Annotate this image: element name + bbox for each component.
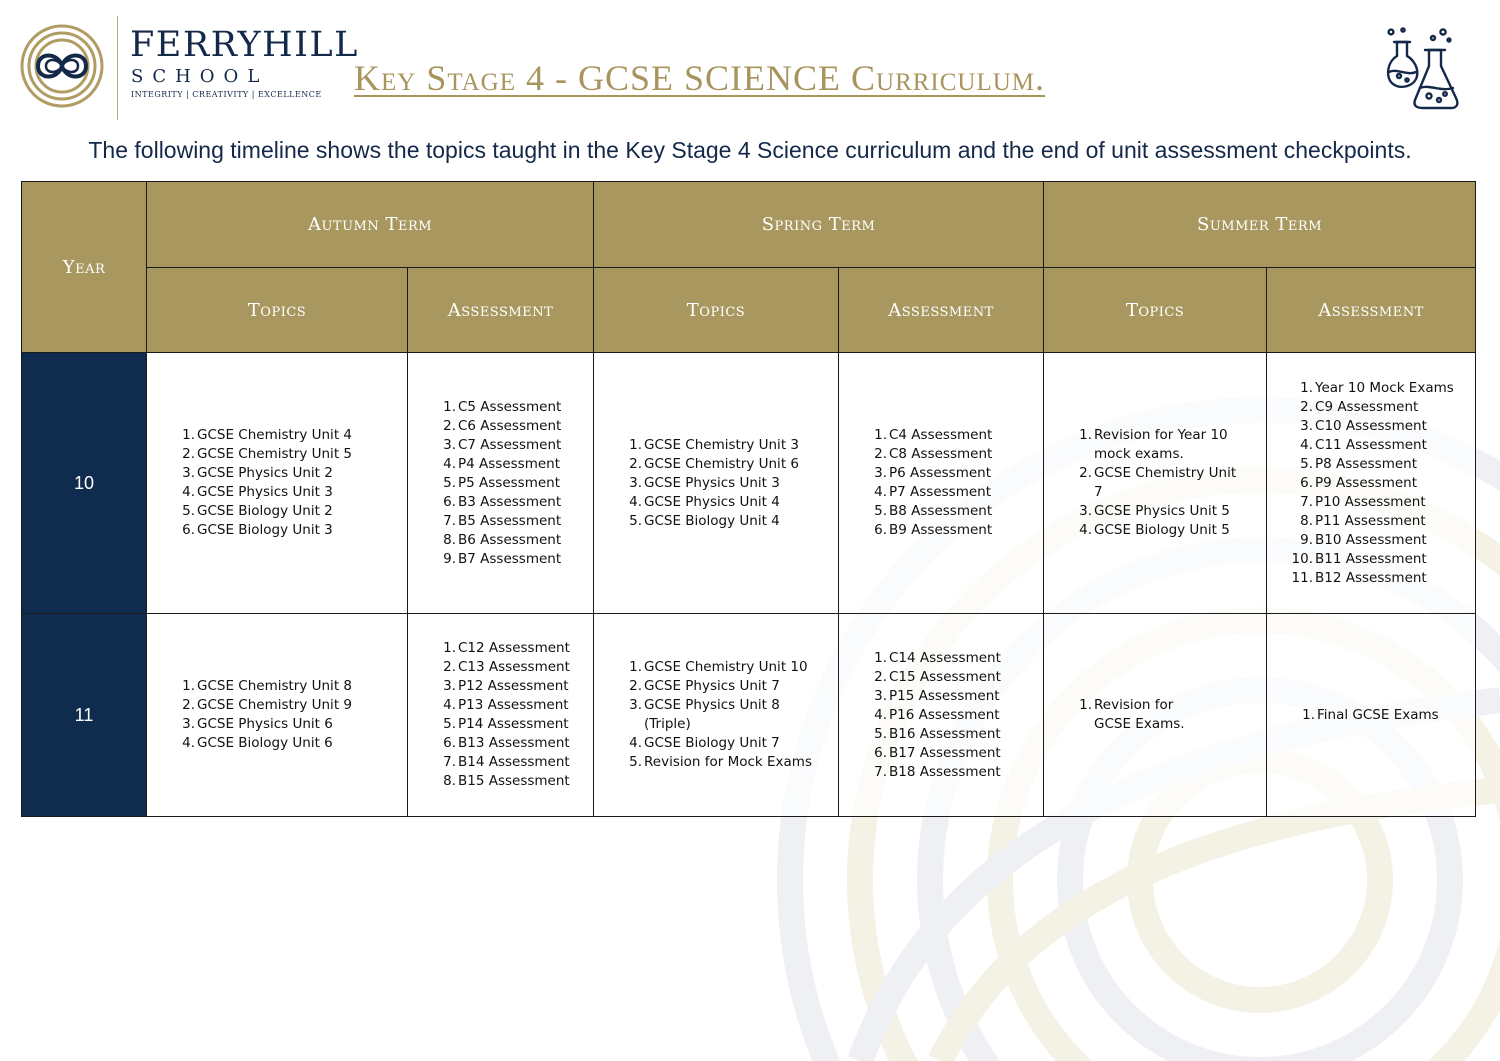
list-item xyxy=(181,426,371,445)
list-item-text: C7 Assessment xyxy=(458,436,562,453)
list-item-number: 6. xyxy=(443,493,456,510)
list-item-number: 3. xyxy=(182,716,195,732)
list-item-number: 4. xyxy=(874,706,887,723)
list-item-text: B17 Assessment xyxy=(889,744,1001,761)
list-item-number: 2. xyxy=(443,417,456,434)
list-item-number: 1. xyxy=(182,427,195,443)
list-item xyxy=(873,483,1023,502)
year-header: Year xyxy=(22,182,147,353)
list-item-number: 4. xyxy=(443,697,456,713)
list-item xyxy=(873,445,1023,464)
list-item-number: 3. xyxy=(1300,417,1314,434)
list-item-text: GCSE Physics Unit 3 xyxy=(197,484,333,500)
list-item-text: B3 Assessment xyxy=(458,493,562,510)
list-item-number: 3. xyxy=(182,465,195,481)
list-item xyxy=(1291,379,1461,398)
list-item-number: 2. xyxy=(874,446,887,462)
list-item xyxy=(181,483,371,502)
list-item-number: 4. xyxy=(874,484,887,500)
list-item xyxy=(628,436,818,455)
list-item-text: P9 Assessment xyxy=(1315,474,1418,491)
list-item-text: C4 Assessment xyxy=(889,427,993,443)
list-item xyxy=(873,763,1023,782)
list-item xyxy=(628,493,818,512)
summer-topics-cell xyxy=(1044,614,1267,817)
list-item xyxy=(1078,696,1213,734)
list-item-text: Revision for Mock Exams xyxy=(644,754,812,770)
list-item-number: 3. xyxy=(874,465,887,481)
list-item xyxy=(628,753,818,772)
list-item-number: 2. xyxy=(629,455,642,472)
list-item-number: 4. xyxy=(443,455,456,472)
list-item-number: 5. xyxy=(629,754,642,770)
list-item xyxy=(1291,436,1461,455)
list-item-number: 4. xyxy=(182,484,195,500)
list-item-number: 3. xyxy=(629,697,642,713)
list-item xyxy=(628,696,818,734)
list-item-text: GCSE Biology Unit 4 xyxy=(644,512,780,529)
list-item xyxy=(181,502,371,521)
list-item xyxy=(873,464,1023,483)
list-item-text: B12 Assessment xyxy=(1315,569,1427,586)
autumn-topics-header: Topics xyxy=(147,268,408,353)
list-item-text: Final GCSE Exams xyxy=(1317,706,1439,723)
list-item-number: 3. xyxy=(1079,503,1093,519)
science-flask-icon xyxy=(1383,26,1459,110)
list-item xyxy=(181,696,371,715)
list-item xyxy=(442,658,582,677)
list-item xyxy=(873,687,1023,706)
list-item xyxy=(1291,398,1461,417)
autumn-assessment-cell xyxy=(408,353,594,614)
list-item xyxy=(442,398,582,417)
list-item-text: B16 Assessment xyxy=(889,725,1001,742)
list-item-text: B5 Assessment xyxy=(458,512,562,529)
list-item-text: GCSE Physics Unit 5 xyxy=(1094,503,1230,519)
list-item-number: 2. xyxy=(629,678,642,694)
list-item xyxy=(1291,512,1461,531)
list-item-text: B18 Assessment xyxy=(889,763,1001,780)
list-item xyxy=(442,715,582,734)
list-item-number: 4. xyxy=(629,493,642,510)
list-item xyxy=(1291,531,1461,550)
list-item xyxy=(442,772,582,791)
list-item xyxy=(442,753,582,772)
list-item-text: C8 Assessment xyxy=(889,446,993,462)
page-header xyxy=(0,0,1500,130)
list-item-text: C12 Assessment xyxy=(458,640,570,656)
list-item-number: 3. xyxy=(443,436,456,453)
list-item-text: GCSE Physics Unit 4 xyxy=(644,493,780,510)
list-item-text: P4 Assessment xyxy=(458,455,561,472)
list-item-number: 5. xyxy=(1300,455,1314,472)
list-item xyxy=(442,474,582,493)
list-item-number: 1. xyxy=(629,659,642,675)
list-item xyxy=(1291,569,1461,588)
list-item-text: GCSE Chemistry Unit 7 xyxy=(1094,465,1237,500)
list-item-number: 1. xyxy=(443,640,456,656)
list-item xyxy=(442,550,582,569)
summer-assessment-cell xyxy=(1267,614,1476,817)
list-item-number: 8. xyxy=(443,773,456,789)
spring-assessment-cell xyxy=(839,353,1044,614)
list-item xyxy=(1291,455,1461,474)
term-header-row xyxy=(22,182,1476,268)
list-item xyxy=(1301,706,1471,725)
list-item xyxy=(873,668,1023,687)
list-item-number: 9. xyxy=(1300,531,1314,548)
list-item-number: 1. xyxy=(1302,706,1316,723)
list-item-text: GCSE Chemistry Unit 6 xyxy=(644,455,799,472)
list-item-text: C5 Assessment xyxy=(458,398,562,415)
list-item-number: 5. xyxy=(443,716,456,732)
spring-term-header: Spring Term xyxy=(594,182,1044,268)
school-name: FERRYHILL xyxy=(130,25,359,65)
list-item-number: 4. xyxy=(1300,436,1314,453)
list-item-number: 3. xyxy=(629,474,642,491)
list-item xyxy=(1291,474,1461,493)
list-item-number: 7. xyxy=(443,512,456,529)
list-item-number: 7. xyxy=(1300,493,1314,510)
list-item xyxy=(442,455,582,474)
year-cell: 11 xyxy=(22,614,147,817)
list-item-text: GCSE Physics Unit 6 xyxy=(197,716,333,732)
spring-topics-cell xyxy=(594,614,839,817)
list-item-number: 6. xyxy=(1300,474,1314,491)
list-item-number: 2. xyxy=(182,446,195,462)
list-item-number: 5. xyxy=(874,503,887,519)
list-item-text: GCSE Biology Unit 3 xyxy=(197,522,333,538)
spring-assessment-header: Assessment xyxy=(839,268,1044,353)
school-motto: INTEGRITY | CREATIVITY | EXCELLENCE xyxy=(131,90,322,99)
summer-topics-header: Topics xyxy=(1044,268,1267,353)
list-item-text: B11 Assessment xyxy=(1315,550,1427,567)
list-item-number: 1. xyxy=(443,398,456,415)
list-item-number: 5. xyxy=(629,512,642,529)
list-item-text: GCSE Physics Unit 7 xyxy=(644,678,780,694)
list-item-number: 9. xyxy=(443,550,456,567)
list-item-text: GCSE Physics Unit 8 (Triple) xyxy=(644,697,780,732)
list-item-number: 4. xyxy=(182,735,195,751)
list-item xyxy=(181,734,371,753)
autumn-assessment-header: Assessment xyxy=(408,268,594,353)
list-item-number: 7. xyxy=(443,754,456,770)
list-item-text: Year 10 Mock Exams xyxy=(1315,379,1454,396)
list-item-text: P15 Assessment xyxy=(889,687,1000,704)
list-item xyxy=(1291,493,1461,512)
list-item-number: 8. xyxy=(443,531,456,548)
year-cell: 10 xyxy=(22,353,147,614)
list-item-number: 6. xyxy=(182,522,195,538)
list-item-number: 3. xyxy=(443,678,456,694)
list-item-number: 2. xyxy=(443,659,456,675)
list-item-text: C6 Assessment xyxy=(458,417,562,434)
list-item-number: 4. xyxy=(629,735,642,751)
list-item-text: B14 Assessment xyxy=(458,754,570,770)
list-item-number: 4. xyxy=(1079,522,1093,538)
list-item xyxy=(1078,426,1243,464)
autumn-term-header: Autumn Term xyxy=(147,182,594,268)
list-item xyxy=(628,455,818,474)
list-item xyxy=(442,531,582,550)
list-item xyxy=(873,521,1023,540)
list-item-text: B6 Assessment xyxy=(458,531,562,548)
list-item xyxy=(442,417,582,436)
list-item-number: 6. xyxy=(874,522,887,538)
list-item-number: 1. xyxy=(1079,427,1093,443)
list-item xyxy=(181,521,371,540)
list-item-text: P7 Assessment xyxy=(889,484,992,500)
list-item xyxy=(442,677,582,696)
list-item-text: P10 Assessment xyxy=(1315,493,1426,510)
list-item-text: Revision for Year 10 mock exams. xyxy=(1094,427,1228,462)
school-logo-icon xyxy=(20,24,104,108)
list-item-text: C15 Assessment xyxy=(889,668,1001,685)
list-item xyxy=(628,512,818,531)
list-item xyxy=(873,744,1023,763)
list-item xyxy=(1078,502,1243,521)
list-item-number: 2. xyxy=(1079,465,1093,481)
list-item-text: P11 Assessment xyxy=(1315,512,1426,529)
list-item-text: P8 Assessment xyxy=(1315,455,1418,472)
list-item xyxy=(1291,550,1461,569)
list-item-number: 1. xyxy=(874,649,887,666)
list-item-text: GCSE Chemistry Unit 5 xyxy=(197,446,352,462)
curriculum-table xyxy=(21,181,1476,817)
list-item-text: B8 Assessment xyxy=(889,503,993,519)
list-item-number: 7. xyxy=(874,763,887,780)
list-item-number: 2. xyxy=(182,697,195,713)
summer-assessment-header: Assessment xyxy=(1267,268,1476,353)
list-item xyxy=(181,715,371,734)
list-item xyxy=(628,734,818,753)
list-item xyxy=(442,512,582,531)
list-item xyxy=(1291,417,1461,436)
list-item-text: GCSE Biology Unit 6 xyxy=(197,735,333,751)
list-item-text: GCSE Chemistry Unit 9 xyxy=(197,697,352,713)
spring-topics-cell xyxy=(594,353,839,614)
list-item xyxy=(442,696,582,715)
list-item-text: C11 Assessment xyxy=(1315,436,1427,453)
list-item-number: 6. xyxy=(874,744,887,761)
list-item-number: 5. xyxy=(182,503,195,519)
list-item-number: 2. xyxy=(874,668,887,685)
list-item-number: 3. xyxy=(874,687,887,704)
list-item-text: C13 Assessment xyxy=(458,659,570,675)
autumn-assessment-cell xyxy=(408,614,594,817)
list-item-number: 6. xyxy=(443,735,456,751)
intro-text: The following timeline shows the topics taught in the Key Stage 4 Science curriculum and the end of unit assessment checkpoints. xyxy=(88,137,1412,163)
list-item xyxy=(873,725,1023,744)
list-item-text: B13 Assessment xyxy=(458,735,570,751)
spring-assessment-cell xyxy=(839,614,1044,817)
list-item-text: GCSE Chemistry Unit 3 xyxy=(644,436,799,453)
list-item-text: P14 Assessment xyxy=(458,716,569,732)
list-item-number: 2. xyxy=(1300,398,1314,415)
list-item-number: 1. xyxy=(874,427,887,443)
list-item xyxy=(1078,464,1243,502)
autumn-topics-cell xyxy=(147,614,408,817)
list-item-text: GCSE Biology Unit 7 xyxy=(644,735,780,751)
list-item-text: GCSE Chemistry Unit 10 xyxy=(644,659,808,675)
list-item-number: 1. xyxy=(1300,379,1314,396)
list-item xyxy=(181,445,371,464)
list-item-text: Revision for GCSE Exams. xyxy=(1094,697,1185,732)
list-item-number: 8. xyxy=(1300,512,1314,529)
list-item xyxy=(873,649,1023,668)
list-item-number: 1. xyxy=(182,678,195,694)
list-item-number: 5. xyxy=(443,474,456,491)
spring-topics-header: Topics xyxy=(594,268,839,353)
subheader-row xyxy=(22,268,1476,353)
summer-term-header: Summer Term xyxy=(1044,182,1476,268)
list-item xyxy=(181,464,371,483)
list-item xyxy=(181,677,371,696)
list-item-text: P16 Assessment xyxy=(889,706,1000,723)
list-item-text: C9 Assessment xyxy=(1315,398,1419,415)
table-row-year-10 xyxy=(22,353,1476,614)
list-item xyxy=(442,734,582,753)
list-item-number: 1. xyxy=(629,436,642,453)
list-item xyxy=(873,426,1023,445)
list-item xyxy=(442,639,582,658)
list-item-text: B9 Assessment xyxy=(889,522,993,538)
table-row-year-11 xyxy=(22,614,1476,817)
list-item xyxy=(1078,521,1243,540)
summer-assessment-cell xyxy=(1267,353,1476,614)
list-item xyxy=(628,658,818,677)
list-item-text: GCSE Chemistry Unit 4 xyxy=(197,427,352,443)
list-item xyxy=(442,493,582,512)
list-item-number: 1. xyxy=(1079,697,1093,713)
list-item-number: 11. xyxy=(1291,569,1314,586)
page-title: Key Stage 4 - GCSE SCIENCE Curriculum. xyxy=(354,58,1046,98)
list-item-text: GCSE Biology Unit 5 xyxy=(1094,522,1230,538)
list-item xyxy=(628,677,818,696)
list-item-text: B7 Assessment xyxy=(458,550,562,567)
list-item-text: C10 Assessment xyxy=(1315,417,1427,434)
logo-divider xyxy=(117,16,118,120)
school-subtitle: SCHOOL xyxy=(131,66,269,87)
list-item-text: C14 Assessment xyxy=(889,649,1001,666)
list-item-text: GCSE Chemistry Unit 8 xyxy=(197,678,352,694)
list-item-text: GCSE Physics Unit 2 xyxy=(197,465,333,481)
list-item-text: P6 Assessment xyxy=(889,465,992,481)
list-item-number: 10. xyxy=(1291,550,1314,567)
autumn-topics-cell xyxy=(147,353,408,614)
summer-topics-cell xyxy=(1044,353,1267,614)
list-item-number: 5. xyxy=(874,725,887,742)
list-item xyxy=(873,706,1023,725)
list-item-text: P5 Assessment xyxy=(458,474,561,491)
list-item xyxy=(442,436,582,455)
list-item-text: B15 Assessment xyxy=(458,773,570,789)
list-item-text: B10 Assessment xyxy=(1315,531,1427,548)
list-item-text: GCSE Physics Unit 3 xyxy=(644,474,780,491)
list-item xyxy=(873,502,1023,521)
list-item-text: GCSE Biology Unit 2 xyxy=(197,503,333,519)
list-item-text: P13 Assessment xyxy=(458,697,569,713)
list-item-text: P12 Assessment xyxy=(458,678,569,694)
list-item xyxy=(628,474,818,493)
